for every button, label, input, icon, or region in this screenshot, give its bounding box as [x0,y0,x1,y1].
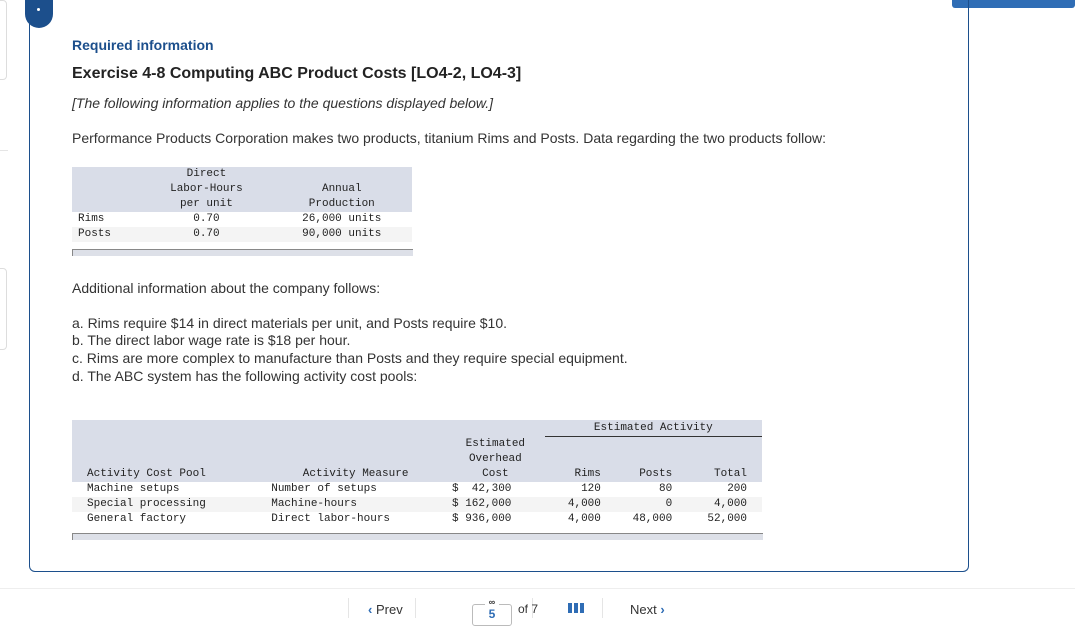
cell: Machine setups [87,482,180,495]
info-item: a. Rims require $14 in direct materials per unit, and Posts require $10. [72,315,507,331]
info-item: d. The ABC system has the following activity cost pools: [72,368,418,384]
cell: Direct labor-hours [271,512,391,525]
cell: 0.70 [141,227,271,242]
next-button[interactable] [630,602,665,617]
col-header: Direct Labor-Hours per unit [141,167,271,212]
cell: 90,000 units [272,227,412,242]
col-header: Activity Measure [265,437,446,482]
required-info-label: Required information [72,37,214,53]
col-header: Posts [607,437,678,482]
cell: Number of setups [271,482,377,495]
table-row [72,497,762,512]
cell: 52,000 [707,512,747,525]
info-item: b. The direct labor wage rate is $18 per hour. [72,332,351,348]
cell: $ 162,000 [446,497,545,512]
current-page: 5 [488,607,496,621]
cell: $ 42,300 [452,482,512,495]
col-header: Total [678,437,762,482]
cell: 48,000 [632,512,673,525]
divider [0,588,1075,589]
col-header: Activity Cost Pool [72,437,265,482]
table-row [72,512,762,527]
cell: Special processing [72,497,265,512]
group-header: Estimated Activity [545,420,762,437]
top-action-button[interactable] [952,0,1075,8]
cell: General factory [87,512,187,525]
cell: 4,000 [678,497,762,512]
additional-heading: Additional information about the company follows: [72,280,381,296]
chevron-right-icon: › [660,602,665,617]
row-label: Posts [72,227,141,242]
prev-label: Prev [375,602,403,617]
table-footer-bar [72,249,413,256]
product-data-table [72,167,412,242]
col-header: Rims [545,437,607,482]
link-icon: ∞ [485,597,499,607]
cell: 120 [581,482,601,495]
page-number-box[interactable] [472,597,512,626]
activity-cost-table [72,420,762,527]
col-header: Estimated Overhead Cost [446,437,545,482]
cell: 80 [659,482,673,495]
cell: $ 936,000 [452,512,512,525]
side-panel [0,268,7,350]
next-label: Next [630,602,657,617]
info-item: c. Rims are more complex to manufacture than Posts and they require special equipment. [72,350,628,366]
note-text: [The following information applies to the questions displayed below.] [72,95,494,111]
cell: 0.70 [193,213,220,225]
intro-text: Performance Products Corporation makes two products, titanium Rims and Posts. Data regarding the two products follow: [72,130,827,146]
cell: 26,000 units [302,213,382,225]
cell: 200 [727,482,747,495]
row-label: Rims [78,213,105,225]
table-footer-bar [72,533,763,540]
cell: 4,000 [545,497,607,512]
page-total: of 7 [518,602,539,616]
prev-button[interactable] [368,602,403,617]
cell: 4,000 [567,512,601,525]
chevron-left-icon: ‹ [368,602,373,617]
table-row [72,212,412,227]
table-row [72,482,762,497]
col-header: Annual Production [272,167,412,212]
side-panel [0,0,7,80]
divider [0,150,8,151]
cell: Machine-hours [265,497,446,512]
info-marker-icon [25,0,53,28]
cell: 0 [607,497,678,512]
exercise-title: Exercise 4-8 Computing ABC Product Costs [LO4-2, LO4-3] [72,65,522,82]
table-row [72,227,412,242]
grid-icon[interactable] [568,603,584,613]
